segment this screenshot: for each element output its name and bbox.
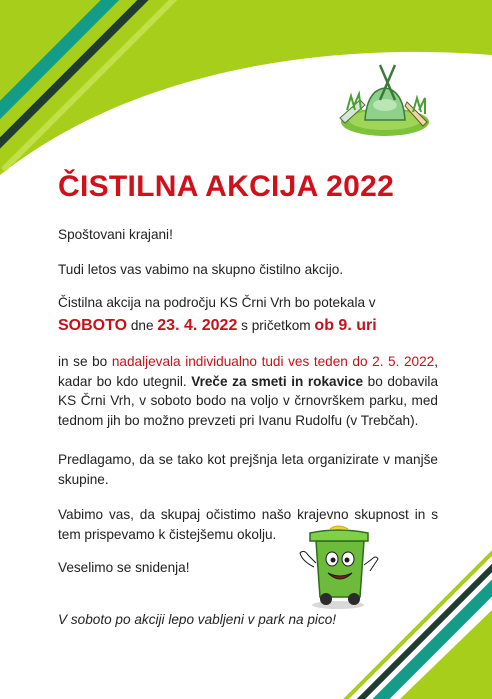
- paragraph-intro: Tudi letos vas vabimo na skupno čistilno akcijo.: [58, 262, 344, 277]
- event-time: ob 9. uri: [314, 316, 377, 334]
- event-day: SOBOTO: [58, 316, 128, 334]
- greeting: Spoštovani krajani!: [58, 227, 173, 242]
- event-date: 23. 4. 2022: [157, 316, 238, 334]
- paragraph-groups: Predlagamo, da se tako kot prejšnja leta organizirate v manjše skupine.: [58, 452, 438, 487]
- paragraph-event: Čistilna akcija na področju KS Črni Vrh bo potekala v SOBOTO dne 23. 4. 2022 s pričetkom ob 9. uri: [58, 295, 377, 334]
- continuation-note: nadaljevala individualno tudi ves teden do 2. 5. 2022: [111, 354, 435, 369]
- supplies-note: Vreče za smeti in rokavice: [191, 373, 364, 389]
- paragraph-pizza: V soboto po akciji lepo vabljeni v park na pico!: [58, 612, 337, 627]
- event-line-1: Čistilna akcija na področju KS Črni Vrh bo potekala v: [58, 295, 376, 310]
- document-title: ČISTILNA AKCIJA 2022: [58, 170, 395, 203]
- paragraph-closing: Veselimo se snidenja!: [58, 560, 190, 575]
- paragraph-details: in se bo nadaljevala individualno tudi ves teden do 2. 5. 2022, kadar bo kdo utegnil. Vreče za smeti in rokavice bo dobavila KS Črni Vrh, v soboto bodo na voljo v črnovrškem parku, med tednom jih bo možno prevzeti pri Ivanu Rudolfu (v Trebčah).: [58, 354, 439, 428]
- paragraph-invitation: Vabimo vas, da skupaj očistimo našo krajevno skupnost in s tem prispevamo k čistejšemu okolju.: [58, 507, 438, 542]
